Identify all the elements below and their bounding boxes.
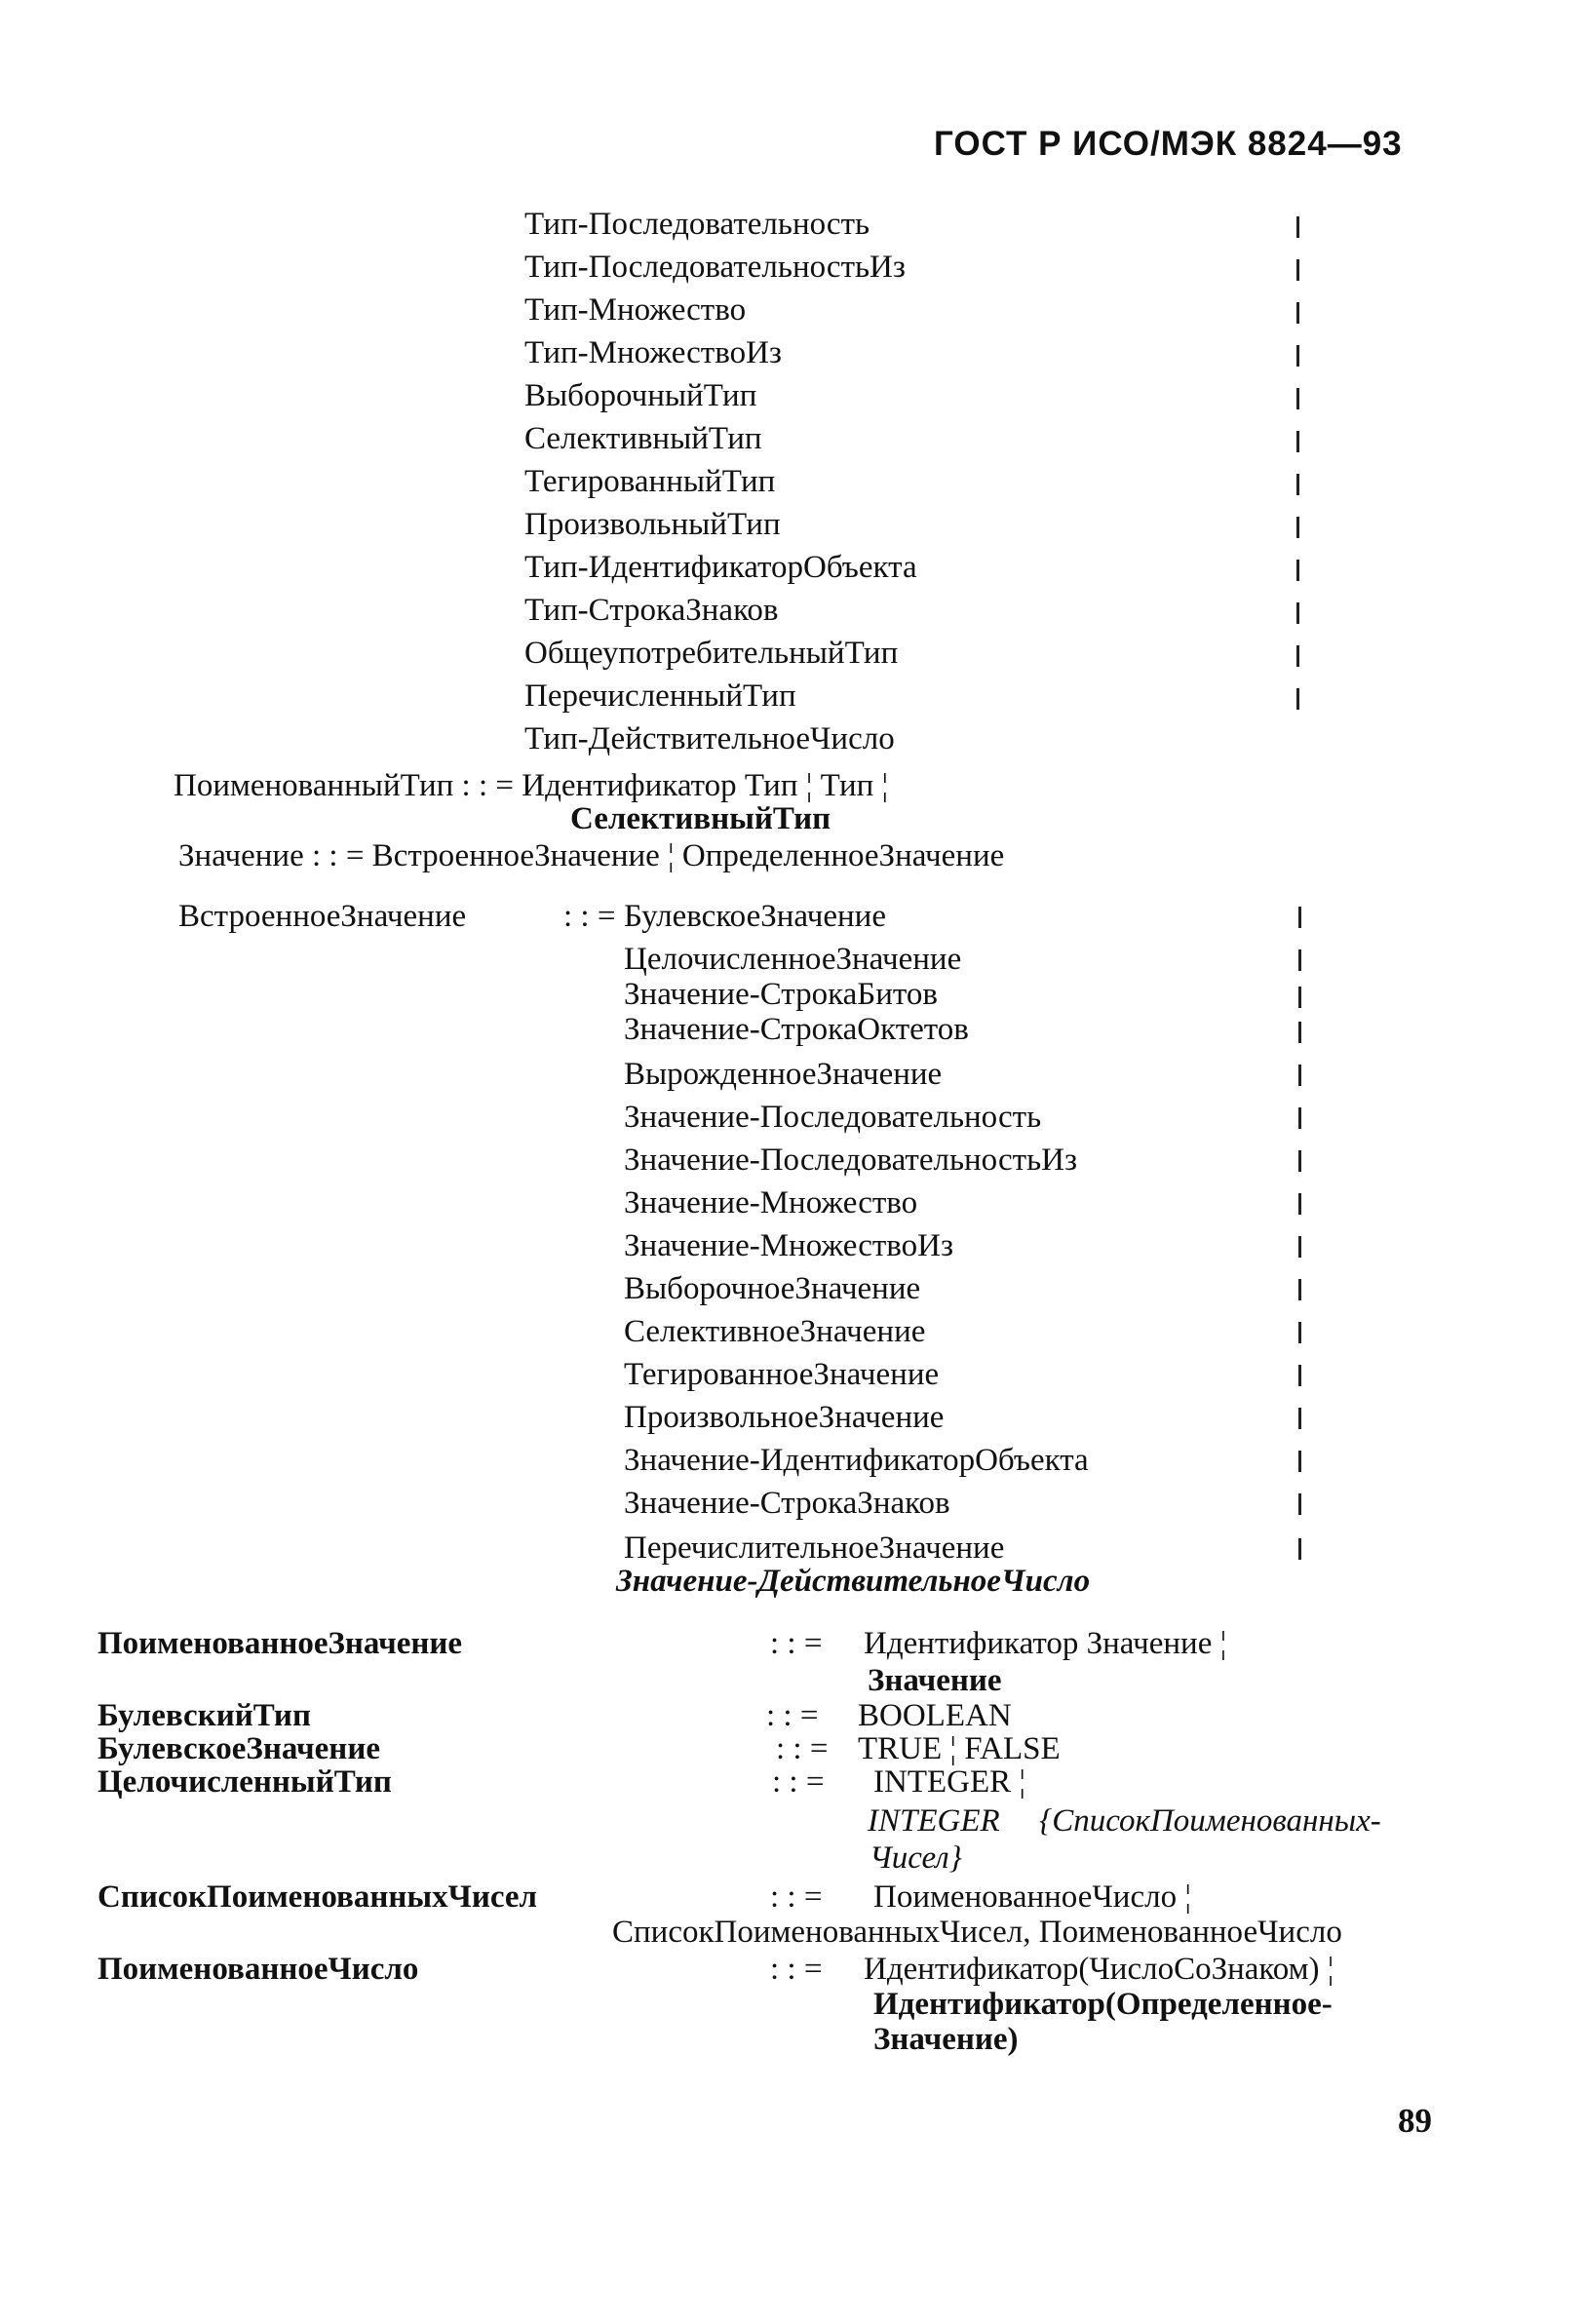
- list-item: ВырожденноеЗначение: [624, 1057, 943, 1092]
- list-item: Значение-Множество: [624, 1185, 918, 1220]
- named-value-op: : : =: [770, 1626, 823, 1661]
- named-number-list-def: ПоименованноеЧисло ¦: [873, 1879, 1191, 1915]
- list-item: БулевскоеЗначение: [624, 899, 886, 934]
- list-item: ПроизвольныйТип: [524, 507, 781, 542]
- named-number-op: : : =: [770, 1952, 823, 1987]
- list-item: Значение-ПоследовательностьИз: [624, 1143, 1077, 1178]
- integer-type-name: ЦелочисленныйТип: [97, 1764, 392, 1800]
- list-item: Значение-СтрокаОктетов: [624, 1012, 969, 1047]
- integer-type-def-3: Чисел}: [870, 1840, 962, 1876]
- list-item: ПеречислительноеЗначение: [624, 1530, 1005, 1566]
- list-item: СелективноеЗначение: [624, 1314, 926, 1349]
- boolean-type-def: BOOLEAN: [858, 1698, 1012, 1733]
- boolean-value-name: БулевскоеЗначение: [97, 1731, 380, 1766]
- list-item: ТегированноеЗначение: [624, 1357, 940, 1392]
- integer-type-op: : : =: [772, 1764, 825, 1800]
- named-number-def: Идентификатор(ЧислоСоЗнаком) ¦: [864, 1952, 1334, 1987]
- list-item: Тип-Множество: [524, 292, 747, 328]
- list-item: ВыборочныйТип: [524, 378, 757, 413]
- named-type-continuation: СелективныйТип: [570, 801, 831, 836]
- named-value-def: Идентификатор Значение ¦: [864, 1626, 1227, 1661]
- list-item: Тип-СтрокаЗнаков: [524, 593, 779, 628]
- list-item: Тип-ДействительноеЧисло: [524, 721, 895, 756]
- integer-type-def: INTEGER ¦: [873, 1764, 1025, 1800]
- list-item: Тип-Последовательность: [524, 207, 870, 242]
- named-number-def-2: Идентификатор(Определенное-: [873, 1987, 1333, 2022]
- list-item: ОбщеупотребительныйТип: [524, 636, 899, 671]
- builtin-value-op: : : =: [563, 899, 616, 934]
- builtin-value-name: ВстроенноеЗначение: [178, 899, 467, 934]
- list-item: ПеречисленныйТип: [524, 678, 796, 714]
- list-item: Тип-ПоследовательностьИз: [524, 250, 906, 285]
- named-number-list-def-continued: СписокПоименованныхЧисел, ПоименованноеЧисло: [612, 1915, 1342, 1950]
- boolean-value-op: : : =: [776, 1731, 829, 1766]
- named-type-rule: ПоименованныйТип : : = Идентификатор Тип ¦ Тип ¦: [174, 768, 889, 803]
- page-number: 89: [1398, 2102, 1432, 2140]
- list-item: ЦелочисленноеЗначение: [624, 942, 962, 977]
- list-item: Значение-СтрокаБитов: [624, 977, 938, 1012]
- named-value-name: ПоименованноеЗначение: [97, 1626, 463, 1661]
- named-number-list-name: СписокПоименованныхЧисел: [97, 1879, 538, 1915]
- boolean-type-name: БулевскийТип: [97, 1698, 311, 1733]
- list-item: Значение-Последовательность: [624, 1100, 1042, 1135]
- list-item: Значение-МножествоИз: [624, 1228, 954, 1263]
- list-item: Значение-ДействительноеЧисло: [616, 1564, 1091, 1599]
- boolean-type-op: : : =: [766, 1698, 819, 1733]
- list-item: ТегированныйТип: [524, 464, 776, 499]
- list-item: ПроизвольноеЗначение: [624, 1400, 945, 1435]
- named-number-def-3: Значение): [873, 2022, 1019, 2057]
- named-number-name: ПоименованноеЧисло: [97, 1952, 419, 1987]
- list-item: Тип-МножествоИз: [524, 335, 782, 370]
- integer-type-def-2a: INTEGER: [868, 1803, 1000, 1839]
- value-rule: Значение : : = ВстроенноеЗначение ¦ ОпределенноеЗначение: [178, 838, 1005, 873]
- list-item: Значение-СтрокаЗнаков: [624, 1486, 950, 1521]
- integer-type-def-2b: {СписокПоименованных-: [1039, 1803, 1381, 1839]
- list-item: Тип-ИдентификаторОбъекта: [524, 550, 917, 585]
- list-item: СелективныйТип: [524, 421, 762, 456]
- list-item: Значение-ИдентификаторОбъекта: [624, 1443, 1089, 1478]
- boolean-value-def: TRUE ¦ FALSE: [858, 1731, 1061, 1766]
- named-value-def-continued: Значение: [868, 1663, 1002, 1698]
- named-number-list-op: : : =: [770, 1879, 823, 1915]
- document-header: ГОСТ Р ИСО/МЭК 8824—93: [934, 125, 1403, 163]
- list-item: ВыборочноеЗначение: [624, 1271, 921, 1306]
